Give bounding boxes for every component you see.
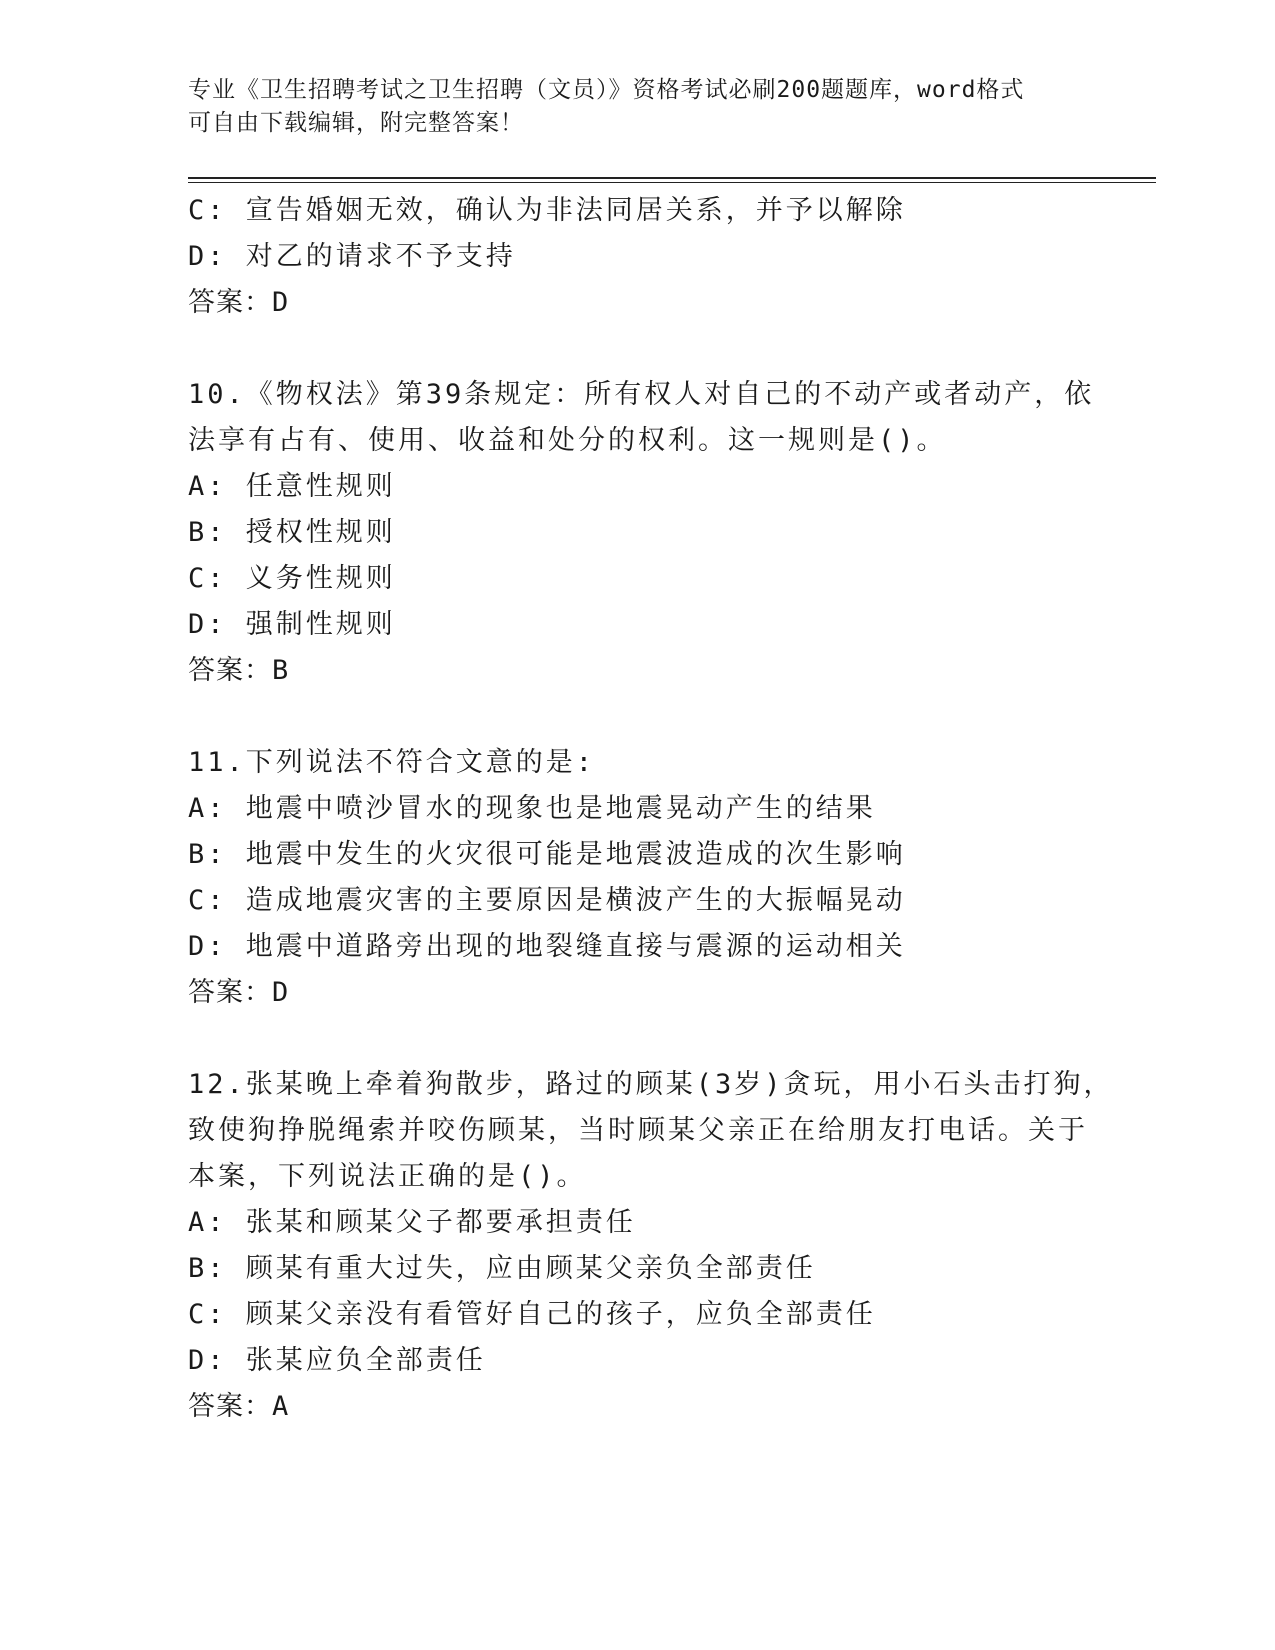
option-d: D: 地震中道路旁出现的地裂缝直接与震源的运动相关: [188, 931, 906, 962]
question-text-line: 12.张某晚上牵着狗散步，路过的顾某(3岁)贪玩，用小石头击打狗，: [188, 1069, 1114, 1100]
question-12: [188, 1062, 1114, 1430]
option-b: B: 地震中发生的火灾很可能是地震波造成的次生影响: [188, 839, 906, 870]
question-text-line: 致使狗挣脱绳索并咬伤顾某，当时顾某父亲正在给朋友打电话。关于: [188, 1115, 1088, 1146]
question-text-line: 10.《物权法》第39条规定：所有权人对自己的不动产或者动产，依: [188, 379, 1095, 410]
question-content: [188, 188, 1114, 1430]
option-a: A: 任意性规则: [188, 471, 396, 502]
option-d: D: 张某应负全部责任: [188, 1345, 486, 1376]
spacer: [188, 326, 1088, 372]
question-text-line: 本案，下列说法正确的是()。: [188, 1161, 587, 1192]
spacer: [188, 694, 1088, 740]
answer-line: 答案：B: [188, 655, 290, 686]
header-divider-thick: [188, 177, 1156, 179]
option-c: C: 顾某父亲没有看管好自己的孩子，应负全部责任: [188, 1299, 876, 1330]
option-d: D: 强制性规则: [188, 609, 396, 640]
page-header: [188, 74, 1088, 140]
answer-line: 答案：D: [188, 977, 290, 1008]
question-text-line: 法享有占有、使用、收益和处分的权利。这一规则是()。: [188, 425, 947, 456]
option-a: A: 张某和顾某父子都要承担责任: [188, 1207, 636, 1238]
header-divider-thin: [188, 182, 1156, 183]
previous-question-tail: [188, 188, 1088, 326]
question-text-line: 11.下列说法不符合文意的是:: [188, 747, 596, 778]
header-title-line1: 专业《卫生招聘考试之卫生招聘（文员）》资格考试必刷200题题库，word格式: [188, 77, 1025, 103]
question-10: [188, 372, 1095, 694]
answer-line: 答案：A: [188, 1391, 290, 1422]
option-c: C: 义务性规则: [188, 563, 396, 594]
option-b: B: 顾某有重大过失，应由顾某父亲负全部责任: [188, 1253, 816, 1284]
option-a: A: 地震中喷沙冒水的现象也是地震晃动产生的结果: [188, 793, 876, 824]
option-b: B: 授权性规则: [188, 517, 396, 548]
spacer: [188, 1016, 1088, 1062]
option-c: C: 宣告婚姻无效，确认为非法同居关系，并予以解除: [188, 195, 906, 226]
option-c: C: 造成地震灾害的主要原因是横波产生的大振幅晃动: [188, 885, 906, 916]
option-d: D: 对乙的请求不予支持: [188, 241, 516, 272]
header-title-line2: 可自由下载编辑，附完整答案！: [188, 110, 524, 136]
question-11: [188, 740, 1088, 1016]
answer-line: 答案：D: [188, 287, 290, 318]
